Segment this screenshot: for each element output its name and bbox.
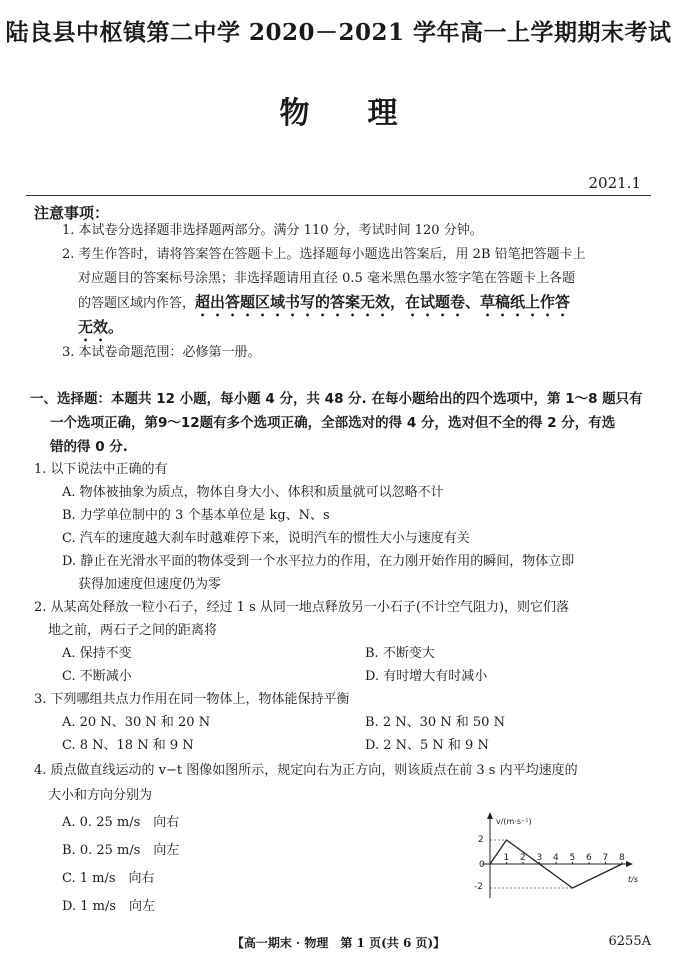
header-divider — [26, 195, 651, 196]
q4-option-d: D. 1 m/s 向左 — [62, 899, 156, 914]
q3-option-c: C. 8 N、18 N 和 9 N — [62, 738, 194, 753]
x-tick-label: 8 — [619, 853, 625, 863]
q1-stem: 1. 以下说法中正确的有 — [34, 462, 168, 477]
page-footer: 【高一期末 · 物理 第 1 页(共 6 页)】 — [231, 936, 446, 950]
note-3: 3. 本试卷命题范围：必修第一册。 — [62, 345, 261, 360]
q1-option-a: A. 物体被抽象为质点，物体自身大小、体积和质量就可以忽略不计 — [62, 485, 444, 500]
q2-option-b: B. 不断变大 — [365, 646, 435, 661]
q2-option-a: A. 保持不变 — [62, 646, 132, 661]
note-2-line-3 — [78, 293, 570, 320]
q3-option-d: D. 2 N、5 N 和 9 N — [365, 738, 489, 753]
x-tick-label: 2 — [520, 853, 526, 863]
vt-graph — [470, 810, 660, 900]
q2-stem-line-1: 2. 从某高处释放一粒小石子，经过 1 s 从同一地点释放另一小石子(不计空气阻力)，则它们落 — [34, 600, 570, 615]
q4-option-a: A. 0. 25 m/s 向右 — [62, 815, 180, 830]
q4-option-b: B. 0. 25 m/s 向左 — [62, 843, 180, 858]
note-1: 1. 本试卷分选择题非选择题两部分。满分 110 分，考试时间 120 分钟。 — [62, 223, 483, 238]
y-axis-arrow — [487, 812, 493, 819]
note-2-line-4: 无效。 — [78, 318, 124, 336]
q1-option-c: C. 汽车的速度越大刹车时越难停下来，说明汽车的惯性大小与速度有关 — [62, 531, 470, 546]
y-tick-neg2: -2 — [474, 882, 483, 892]
section-1-line-1: 一、选择题：本题共 12 小题，每小题 4 分，共 48 分. 在每小题给出的四个选项中，第 1～8 题只有 — [30, 391, 643, 407]
y-tick-2: 2 — [478, 835, 484, 845]
x-tick-label: 4 — [553, 853, 559, 863]
notes-heading: 注意事项： — [34, 204, 110, 222]
exam-date: 2021.1 — [588, 174, 641, 192]
note-2-line-2: 对应题目的答案标号涂黑；非选择题请用直径 0.5 毫米黑色墨水签字笔在答题卡上各题 — [78, 271, 575, 286]
x-tick-label: 5 — [569, 853, 576, 863]
section-1-line-3: 错的得 0 分. — [50, 439, 128, 455]
q2-option-c: C. 不断减小 — [62, 669, 132, 684]
q4-stem-line-1: 4. 质点做直线运动的 v−t 图像如图所示，规定向右为正方向，则该质点在前 3 s 内平均速度的 — [34, 763, 578, 778]
x-tick-label: 6 — [586, 853, 592, 863]
q4-stem-line-2: 大小和方向分别为 — [48, 788, 153, 803]
q2-option-d: D. 有时增大有时减小 — [365, 669, 488, 684]
exam-title: 陆良县中枢镇第二中学 2020－2021 学年高一上学期期末考试 — [5, 19, 672, 46]
x-axis-label: t/s — [628, 875, 638, 884]
q1-option-d-line-2: 获得加速度但速度仍为零 — [78, 577, 222, 592]
x-tick-label: 7 — [602, 853, 609, 863]
q3-option-b: B. 2 N、30 N 和 50 N — [365, 715, 505, 730]
q3-stem: 3. 下列哪组共点力作用在同一物体上，物体能保持平衡 — [34, 692, 350, 707]
subject-title: 物理 — [279, 96, 456, 131]
x-axis-arrow — [626, 861, 633, 867]
section-1-line-2: 一个选项正确，第9～12题有多个选项正确，全部选对的得 4 分，选对但不全的得 2 分，有选 — [50, 415, 616, 431]
q3-option-a: A. 20 N、30 N 和 20 N — [62, 715, 211, 730]
q4-option-c: C. 1 m/s 向右 — [62, 871, 155, 886]
q1-option-d-line-1: D. 静止在光滑水平面的物体受到一个水平拉力的作用，在力刚开始作用的瞬间，物体立即 — [62, 554, 575, 569]
y-axis-label: v/(m·s⁻¹) — [496, 817, 532, 826]
q1-option-b: B. 力学单位制中的 3 个基本单位是 kg、N、s — [62, 508, 330, 523]
note-2-line-3a: 的答题区域内作答， — [78, 296, 196, 311]
x-tick-label: 3 — [536, 853, 543, 863]
paper-code: 6255A — [608, 934, 651, 949]
note-2-line-1: 2. 考生作答时，请将答案答在答题卡上。选择题每小题选出答案后，用 2B 铅笔把答题卡上 — [62, 247, 586, 262]
x-tick-label: 1 — [503, 853, 510, 863]
note-2-emphasis: 超出答题区域书写的答案无效，在试题卷、草稿纸上作答 — [195, 293, 571, 311]
y-tick-0: 0 — [479, 860, 485, 870]
q2-stem-line-2: 地之前，两石子之间的距离将 — [48, 623, 218, 638]
